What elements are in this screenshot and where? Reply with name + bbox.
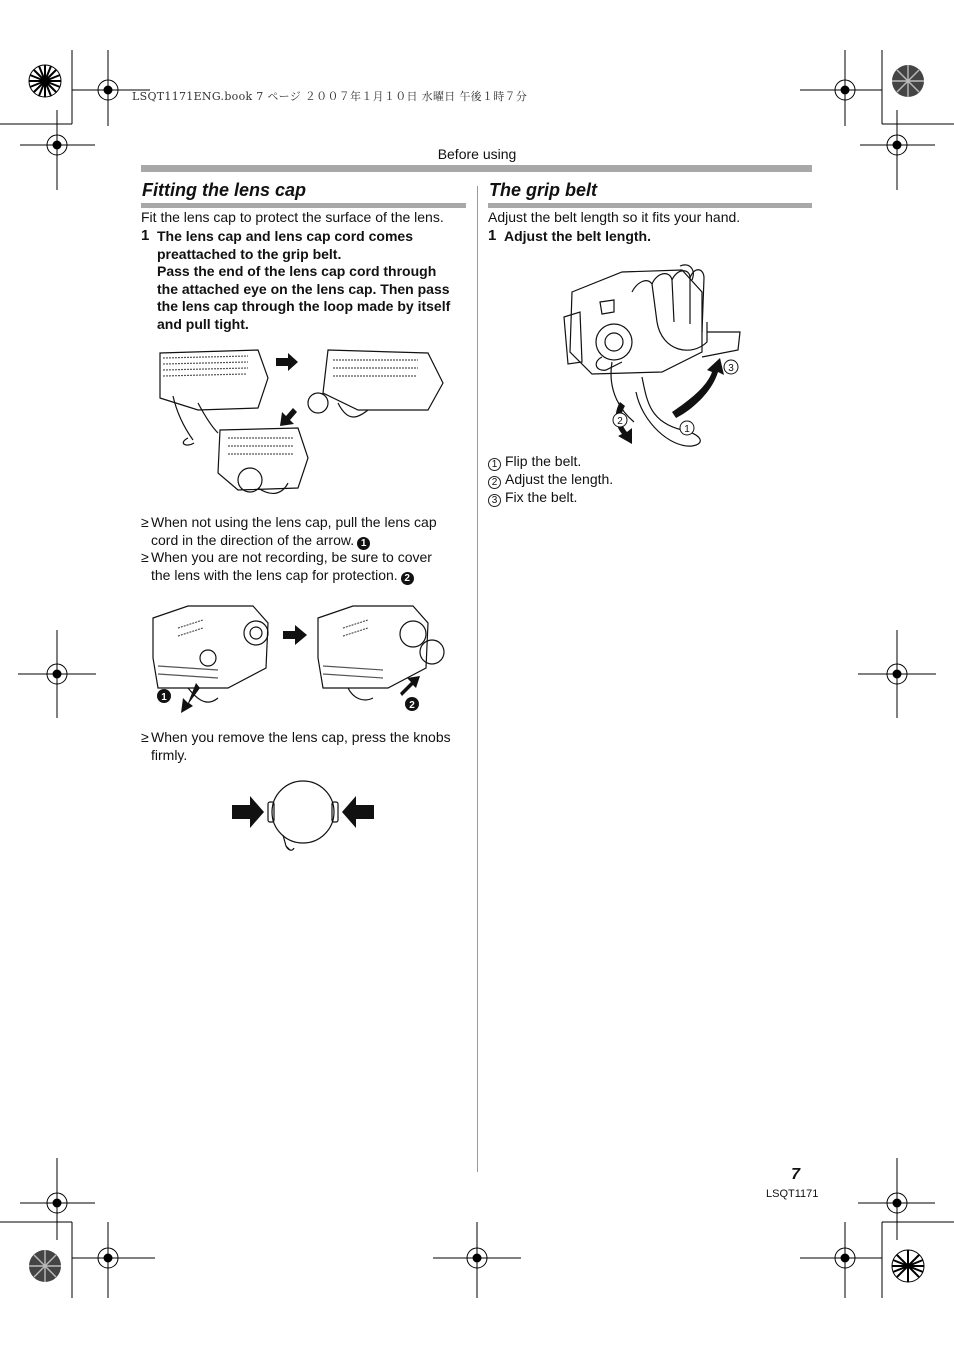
print-header: LSQT1171ENG.book 7 ページ ２００７年１月１０日 水曜日 午後１時７分	[132, 90, 528, 103]
number-1-icon: 1	[488, 458, 501, 471]
bullet-item	[141, 514, 471, 550]
legend-item: 2 Adjust the length.	[488, 471, 613, 489]
step-line: Pass the end of the lens cap cord through	[157, 263, 437, 279]
number-2-icon: 2	[488, 476, 501, 489]
figure-label: 1	[161, 692, 167, 703]
section-label: Before using	[437, 146, 517, 162]
legend-item: 3 Fix the belt.	[488, 489, 613, 507]
right-section-title: The grip belt	[489, 180, 597, 200]
figure-label: 2	[409, 700, 415, 711]
figure-label: 3	[728, 363, 734, 374]
figure-label: 2	[617, 416, 623, 427]
lens-cap-attach-illustration	[158, 348, 450, 506]
bullet-line: When not using the lens cap, pull the lens cap	[151, 514, 437, 530]
lens-cap-cover-illustration	[148, 598, 450, 716]
bullet-line: cord in the direction of the arrow. 1	[151, 532, 471, 550]
bullet-line: the lens with the lens cap for protection. 2	[151, 567, 471, 585]
step-number: 1	[141, 227, 150, 244]
step-line: the lens cap through the loop made by itself	[157, 298, 451, 314]
step-number: 1	[488, 227, 497, 244]
left-intro: Fit the lens cap to protect the surface of the lens.	[141, 209, 444, 225]
figure-label: 1	[684, 424, 690, 435]
lens-cap-knobs-illustration	[228, 780, 378, 854]
legend-item: 1 Flip the belt.	[488, 453, 613, 471]
document-code: LSQT1171	[766, 1188, 819, 1200]
bullet-line: When you are not recording, be sure to cover	[151, 549, 432, 565]
marker-2-icon: 2	[401, 572, 414, 585]
arrow-left-icon	[342, 796, 374, 828]
left-step	[141, 228, 471, 333]
step-line: Adjust the belt length.	[504, 228, 651, 244]
right-step	[488, 228, 808, 246]
step-line: preattached to the grip belt.	[157, 245, 342, 262]
left-title-rule	[141, 203, 466, 208]
step-line: The lens cap and lens cap cord comes	[157, 228, 413, 244]
left-section-title: Fitting the lens cap	[142, 180, 307, 200]
arrow-right-icon	[232, 796, 264, 828]
bullet-line: When you remove the lens cap, press the knobs	[151, 729, 451, 745]
column-divider	[477, 186, 478, 1172]
step-line: and pull tight.	[157, 315, 249, 332]
bullet-mark: ≥	[141, 514, 149, 530]
grip-belt-legend	[488, 453, 613, 507]
right-title-rule	[488, 203, 812, 208]
step-line: the attached eye on the lens cap. Then pass	[157, 280, 450, 297]
number-3-icon: 3	[488, 494, 501, 507]
grip-belt-illustration	[562, 262, 744, 450]
bullet-mark: ≥	[141, 549, 149, 565]
marker-1-icon: 1	[357, 537, 370, 550]
header-bar	[141, 165, 812, 172]
right-intro: Adjust the belt length so it fits your hand.	[488, 209, 741, 225]
bullet-line: firmly.	[151, 746, 188, 763]
bullet-mark: ≥	[141, 729, 149, 745]
bullet-item	[141, 729, 471, 764]
bullet-item	[141, 549, 471, 585]
page-number: 7	[791, 1166, 800, 1183]
